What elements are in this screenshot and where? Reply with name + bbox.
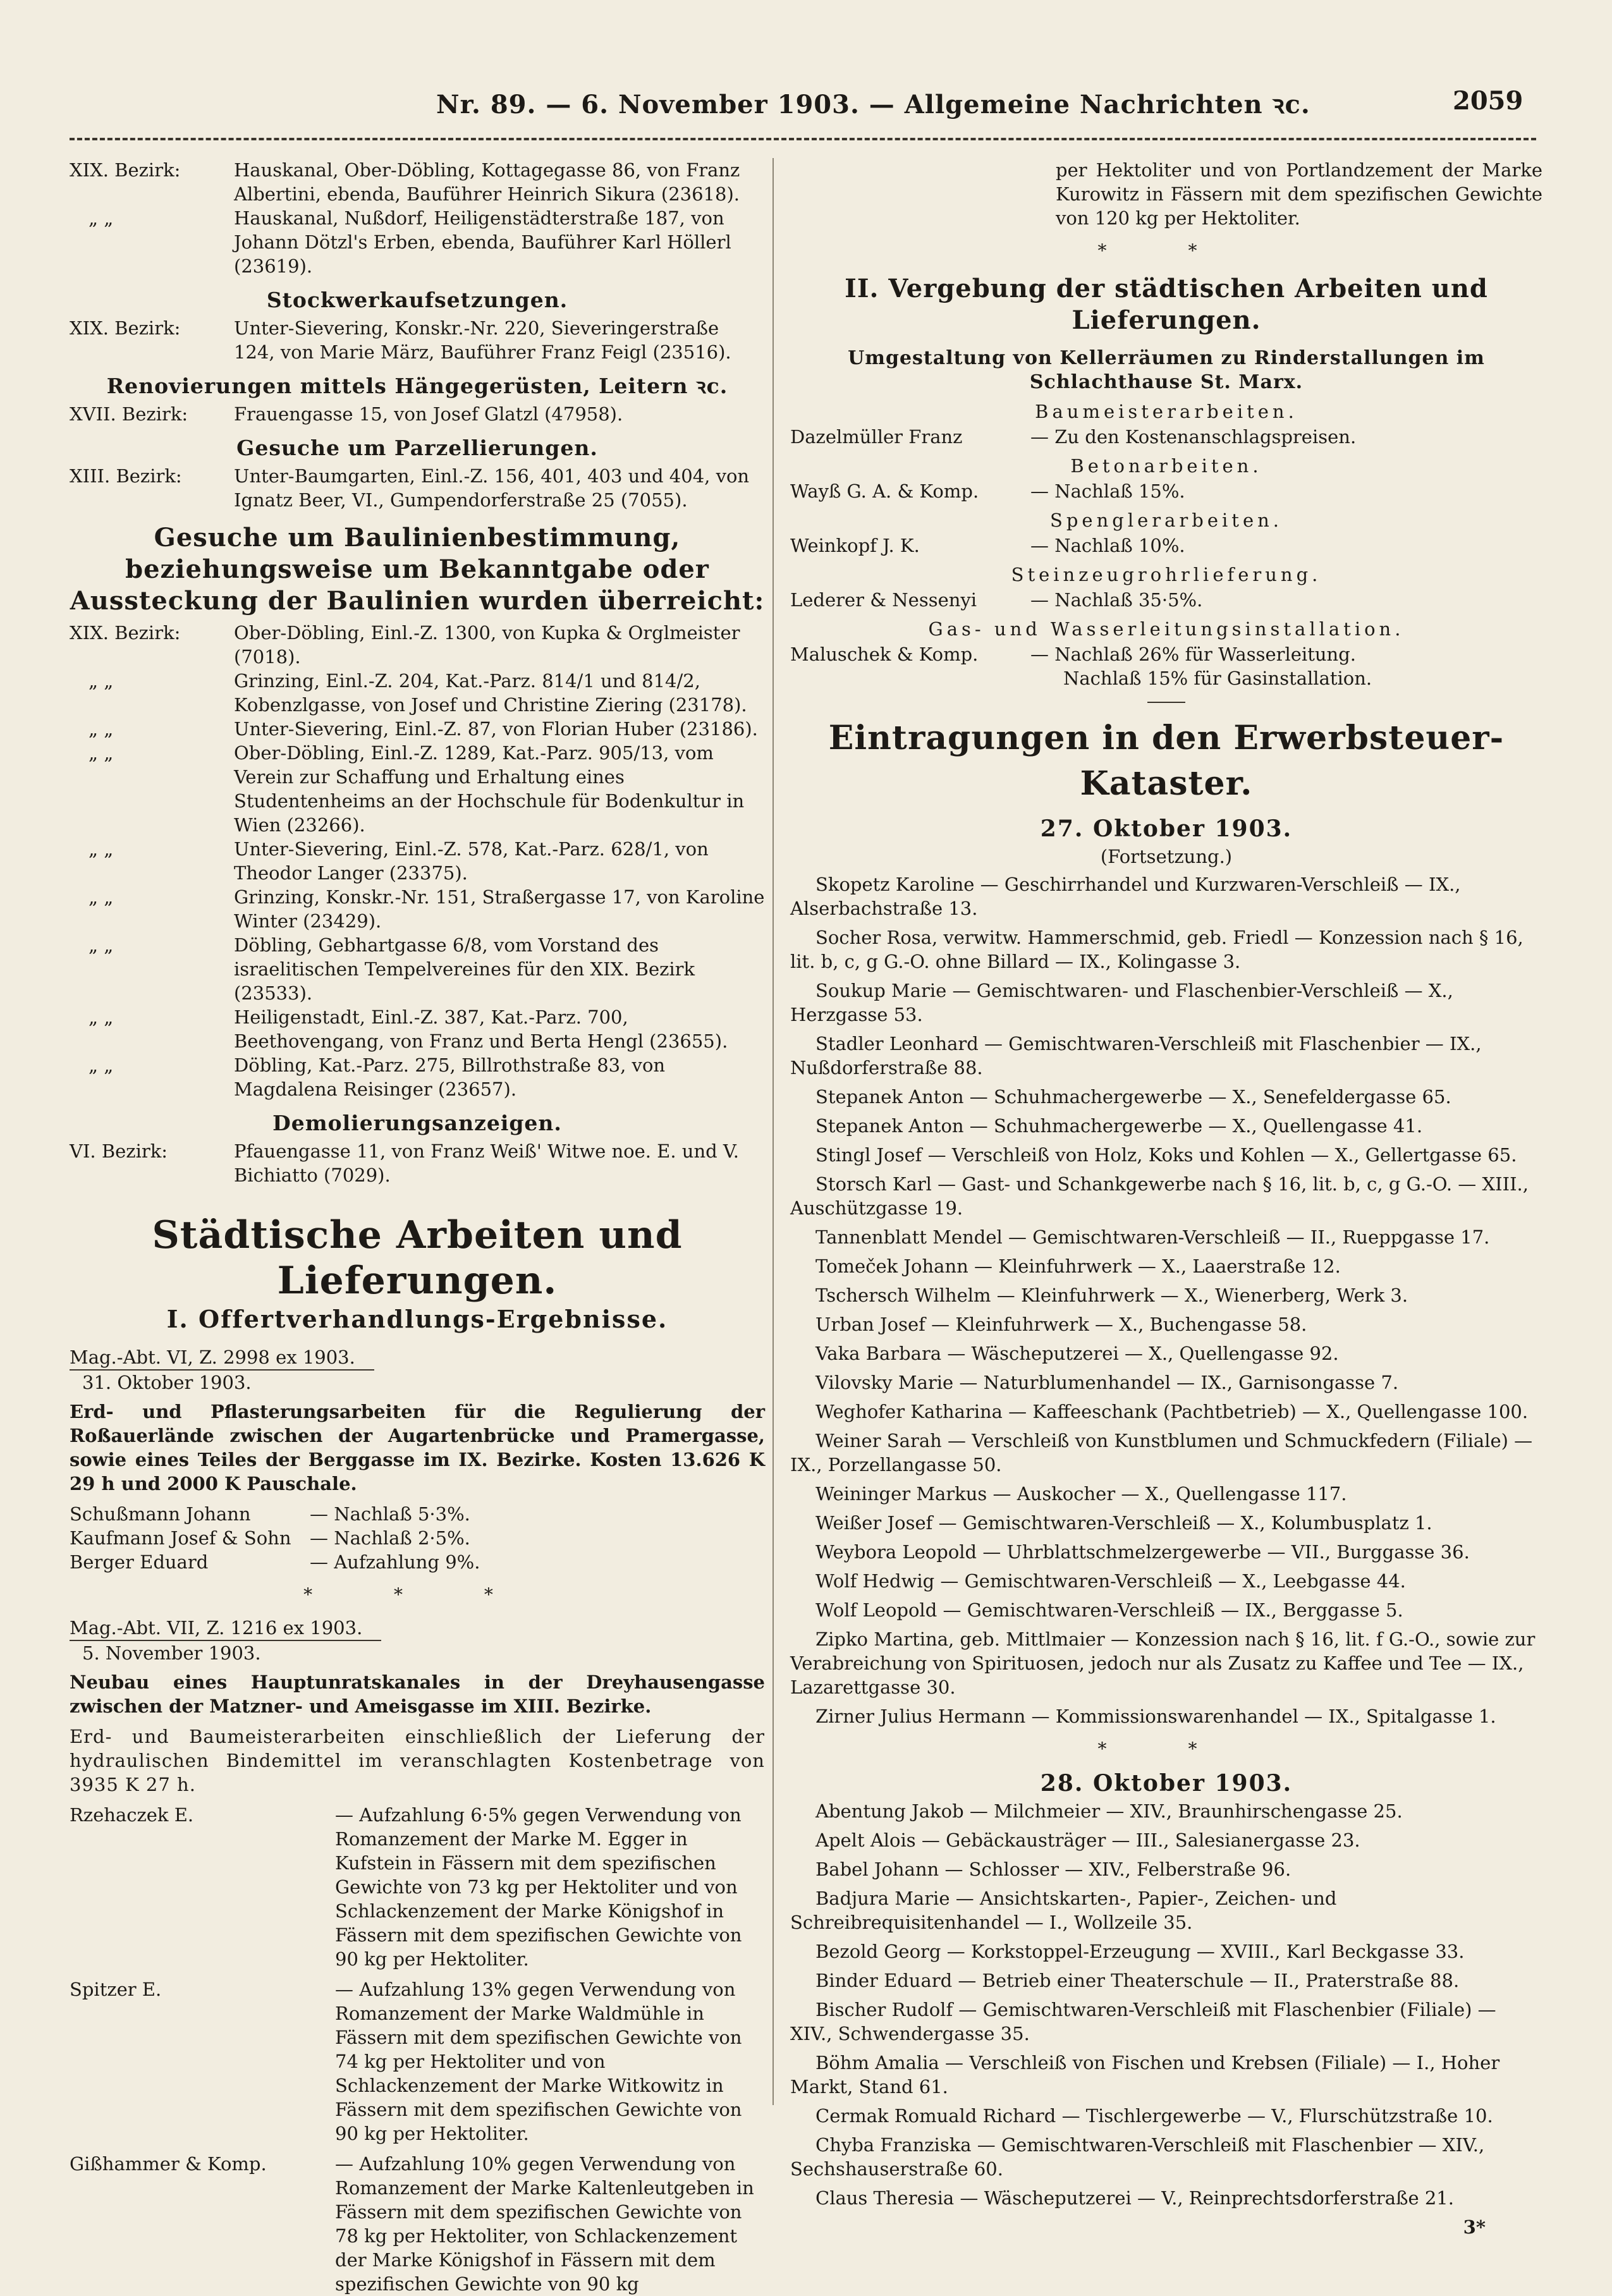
register-entry: Vilovsky Marie — Naturblumenhandel — IX., Garnisongasse 7. — [815, 1372, 1399, 1393]
result-row: Nachlaß 15% für Gasinstallation. — [1063, 668, 1372, 689]
date-heading: 28. Oktober 1903. — [1040, 1770, 1293, 1797]
register-entry: Wolf Hedwig — Gemischtwaren-Verschleiß — X., Leebgasse 44. — [815, 1570, 1406, 1592]
register-entry: Wolf Leopold — Gemischtwaren-Verschleiß — IX., Berggasse 5. — [815, 1599, 1403, 1621]
umgestaltung-heading: Umgestaltung von Kellerräumen zu Rinderstallungen im Schlachthause St. Marx. — [848, 347, 1485, 393]
renovierung-entry: XVII. Bezirk: Frauengasse 15, von Josef Glatzl (47958). — [70, 403, 623, 425]
baulinien-entry: „ „ Grinzing, Konskr.-Nr. 151, Straßergasse 17, von Karoline Winter (23429). — [89, 886, 765, 932]
baulinien-entry: „ „ Ober-Döbling, Einl.-Z. 1289, Kat.-Parz. 905/13, vom Verein zur Schaffung und Erhaltung eines Studentenheims an der Hochschule für Bodenkultur in Wien (23266). — [89, 742, 745, 836]
result-row: Berger Eduard — Aufzahlung 9%. — [70, 1551, 480, 1573]
result-row: Maluschek & Komp. — Nachlaß 26% für Wasserleitung. — [790, 644, 1356, 665]
register-entry: Böhm Amalia — Verschleiß von Fischen und Krebsen (Filiale) — I., Hoher Markt, Stand 61. — [790, 2052, 1500, 2098]
register-entry: Stepanek Anton — Schuhmachergewerbe — X., Senefeldergasse 65. — [815, 1086, 1451, 1108]
register-entry: Babel Johann — Schlosser — XIV., Felberstraße 96. — [815, 1859, 1291, 1880]
register-entry: Stepanek Anton — Schuhmachergewerbe — X., Quellengasse 41. — [815, 1115, 1423, 1137]
group-title: Spenglerarbeiten. — [1050, 510, 1283, 531]
baulinien-entry: „ „ Döbling, Gebhartgasse 6/8, vom Vorstand des israelitischen Tempelvereines für den XIX. Bezirk (23533). — [89, 934, 695, 1004]
result-row: Dazelmüller Franz — Zu den Kostenanschlagspreisen. — [790, 426, 1357, 448]
vergebung-heading: II. Vergebung der städtischen Arbeiten und Lieferungen. — [845, 274, 1488, 335]
left-column — [70, 158, 765, 2296]
bau-entry: XIX. Bezirk: Hauskanal, Ober-Döbling, Kottagegasse 86, von Franz Albertini, ebenda, Bauführer Heinrich Sikura (23618). — [70, 159, 740, 205]
page-number: 2059 — [1453, 86, 1523, 116]
register-entry: Claus Theresia — Wäscheputzerei — V., Reinprechtsdorferstraße 21. — [815, 2187, 1454, 2209]
right-column — [790, 158, 1542, 2239]
register-entry: Cermak Romuald Richard — Tischlergewerbe — V., Flurschützstraße 10. — [815, 2105, 1493, 2127]
register-entry: Urban Josef — Kleinfuhrwerk — X., Buchengasse 58. — [815, 1314, 1307, 1335]
mag1-ref: Mag.-Abt. VI, Z. 2998 ex 1903. — [70, 1345, 765, 1371]
continuation-text: per Hektoliter und von Portlandzement der Marke Kurowitz in Fässern mit dem spezifischen Gewichte von 120 kg per Hektoliter. — [1056, 159, 1542, 229]
register-entry: Zipko Martina, geb. Mittlmaier — Konzession nach § 16, lit. f G.-O., sowie zur Verabreichung von Spirituosen, jedoch nur als Zusatz zu Kaffee und Tee — IX., Lazarettgasse 30. — [790, 1628, 1536, 1698]
register-entry: Stadler Leonhard — Gemischtwaren-Verschleiß mit Flaschenbier — IX., Nußdorferstraße 88. — [790, 1033, 1482, 1078]
register-entry: Weybora Leopold — Uhrblattschmelzergewerbe — VII., Burggasse 36. — [815, 1541, 1470, 1563]
baulinien-entry: XIX. Bezirk: Ober-Döbling, Einl.-Z. 1300, von Kupka & Orglmeister (7018). — [70, 622, 740, 668]
renovierung-heading: Renovierungen mittels Hängegerüsten, Leitern ꝛc. — [106, 374, 728, 398]
register-entry: Weißer Josef — Gemischtwaren-Verschleiß — X., Kolumbusplatz 1. — [815, 1512, 1432, 1534]
register-entry: Bezold Georg — Korkstoppel-Erzeugung — XVIII., Karl Beckgasse 33. — [815, 1941, 1465, 1962]
result-row: Rzehaczek E. — Aufzahlung 6·5% gegen Verwendung von Romanzement der Marke M. Egger in Kufstein in Fässern mit dem spezifischen Gewichte von 73 kg per Hektoliter und von Schlackenzement der Marke Königshof in Fässern mit dem spezifischen Gewichte von 90 kg per Hektoliter. — [70, 1804, 742, 1970]
mag2-date: 5. November 1903. — [82, 1642, 261, 1664]
column-divider — [772, 158, 774, 2105]
register-entry: Weininger Markus — Auskocher — X., Quellengasse 117. — [815, 1483, 1347, 1505]
result-row: Lederer & Nessenyi — Nachlaß 35·5%. — [790, 589, 1203, 611]
eintragungen-heading: Eintragungen in den Erwerbsteuer-Kataster. — [828, 719, 1505, 803]
separator-stars: * * — [1097, 1738, 1235, 1759]
mag2-ref: Mag.-Abt. VII, Z. 1216 ex 1903. — [70, 1616, 765, 1641]
header-rule — [70, 138, 1536, 140]
stockwerk-heading: Stockwerkaufsetzungen. — [266, 288, 568, 312]
staedtische-heading: Städtische Arbeiten und Lieferungen. — [152, 1213, 683, 1303]
result-row: Kaufmann Josef & Sohn — Nachlaß 2·5%. — [70, 1527, 470, 1549]
register-entry: Zirner Julius Hermann — Kommissionswarenhandel — IX., Spitalgasse 1. — [815, 1706, 1496, 1727]
demolierung-entry: VI. Bezirk: Pfauengasse 11, von Franz Weiß' Witwe noe. E. und V. Bichiatto (7029). — [70, 1140, 740, 1186]
demolierung-heading: Demolierungsanzeigen. — [272, 1111, 562, 1135]
register-entry: Binder Eduard — Betrieb einer Theaterschule — II., Praterstraße 88. — [815, 1970, 1460, 1991]
register-entry: Vaka Barbara — Wäscheputzerei — X., Quellengasse 92. — [815, 1343, 1339, 1364]
baulinien-entry: „ „ Unter-Sievering, Einl.-Z. 578, Kat.-Parz. 628/1, von Theodor Langer (23375). — [89, 838, 709, 884]
date-heading: 27. Oktober 1903. — [1040, 815, 1293, 842]
result-row: Gißhammer & Komp. — Aufzahlung 10% gegen Verwendung von Romanzement der Marke Kaltenleutgeben in Fässern mit dem spezifischen Gewichte von 78 kg per Hektoliter, von Schlackenzement der Marke Königshof in Fässern mit dem spezifischen Gewichte von 90 kg — [70, 2153, 754, 2295]
result-row: Wayß G. A. & Komp. — Nachlaß 15%. — [790, 480, 1185, 502]
register-entry: Tannenblatt Mendel — Gemischtwaren-Verschleiß — II., Rueppgasse 17. — [815, 1226, 1490, 1248]
register-entry: Weghofer Katharina — Kaffeeschank (Pachtbetrieb) — X., Quellengasse 100. — [815, 1401, 1529, 1422]
register-entry: Socher Rosa, verwitw. Hammerschmid, geb. Friedl — Konzession nach § 16, lit. b, c, g G.-O. ohne Billard — IX., Kolingasse 3. — [790, 927, 1523, 972]
bau-entry: „ „ Hauskanal, Nußdorf, Heiligenstädterstraße 187, von Johann Dötzl's Erben, ebenda, Bauführer Karl Höllerl (23619). — [89, 207, 731, 277]
register-entry: Soukup Marie — Gemischtwaren- und Flaschenbier-Verschleiß — X., Herzgasse 53. — [790, 980, 1453, 1025]
baulinien-entry: „ „ Döbling, Kat.-Parz. 275, Billrothstraße 83, von Magdalena Reisinger (23657). — [89, 1054, 666, 1100]
parzell-entry: XIII. Bezirk: Unter-Baumgarten, Einl.-Z. 156, 401, 403 und 404, von Ignatz Beer, VI., Gumpendorferstraße 25 (7055). — [70, 465, 750, 511]
separator-stars: * * * — [303, 1584, 531, 1605]
group-title: Betonarbeiten. — [1070, 455, 1262, 477]
parzell-heading: Gesuche um Parzellierungen. — [236, 436, 598, 460]
baulinien-heading: Gesuche um Baulinienbestimmung, beziehungsweise um Bekanntgabe oder Aussteckung der Baulinien wurden überreicht: — [70, 523, 765, 616]
running-head: Nr. 89. — 6. November 1903. — Allgemeine Nachrichten ꝛc. — [436, 90, 1310, 119]
result-row: Weinkopf J. K. — Nachlaß 10%. — [790, 535, 1185, 556]
register-entry: Apelt Alois — Gebäckausträger — III., Salesianergasse 23. — [815, 1829, 1360, 1851]
group-title: Gas- und Wasserleitungsinstallation. — [928, 618, 1405, 640]
signature-mark: 3* — [1463, 2216, 1486, 2238]
register-entry: Bischer Rudolf — Gemischtwaren-Verschleiß mit Flaschenbier (Filiale) — XIV., Schwendergasse 35. — [790, 1999, 1496, 2044]
register-entry: Tomeček Johann — Kleinfuhrwerk — X., Laaerstraße 12. — [815, 1255, 1341, 1277]
register-entry: Tschersch Wilhelm — Kleinfuhrwerk — X., Wienerberg, Werk 3. — [815, 1285, 1408, 1306]
register-entry: Storsch Karl — Gast- und Schankgewerbe nach § 16, lit. b, c, g G.-O. — XIII., Auschützgasse 19. — [790, 1173, 1529, 1219]
register-entry: Chyba Franziska — Gemischtwaren-Verschleiß mit Flaschenbier — XIV., Sechshauserstraße 60. — [790, 2134, 1485, 2180]
divider — [1147, 702, 1185, 703]
stockwerk-entry: XIX. Bezirk: Unter-Sievering, Konskr.-Nr. 220, Sieveringerstraße 124, von Marie März, Bauführer Franz Feigl (23516). — [70, 317, 731, 363]
baulinien-entry: „ „ Unter-Sievering, Einl.-Z. 87, von Florian Huber (23186). — [89, 718, 758, 740]
register-entry: Stingl Josef — Verschleiß von Holz, Koks und Kohlen — X., Gellertgasse 65. — [815, 1144, 1517, 1166]
result-row: Schußmann Johann — Nachlaß 5·3%. — [70, 1503, 470, 1525]
separator-stars: * * — [1097, 240, 1235, 261]
register-entry: Skopetz Karoline — Geschirrhandel und Kurzwaren-Verschleiß — IX., Alserbachstraße 13. — [790, 874, 1461, 919]
offert-heading: I. Offertverhandlungs-Ergebnisse. — [166, 1305, 668, 1333]
mag1-description: Erd- und Pflasterungsarbeiten für die Regulierung der Roßauerlände zwischen der Augartenbrücke und Pramergasse, sowie eines Teiles der Berggasse im IX. Bezirke. Kosten 13.626 K 29 h und 2000 K Pauschale. — [70, 1401, 765, 1494]
register-entry: Weiner Sarah — Verschleiß von Kunstblumen und Schmuckfedern (Filiale) — IX., Porzellangasse 50. — [790, 1430, 1533, 1475]
mag1-date: 31. Oktober 1903. — [82, 1372, 252, 1393]
result-row: Spitzer E. — Aufzahlung 13% gegen Verwendung von Romanzement der Marke Waldmühle in Fässern mit dem spezifischen Gewichte von 74 kg per Hektoliter und von Schlackenzement der Marke Witkowitz in Fässern mit dem spezifischen Gewichte von 90 kg per Hektoliter. — [70, 1979, 742, 2144]
group-title: Steinzeugrohrlieferung. — [1011, 564, 1322, 585]
fortsetzung-note: (Fortsetzung.) — [1100, 846, 1233, 867]
register-entry: Abentung Jakob — Milchmeier — XIV., Braunhirschengasse 25. — [815, 1800, 1403, 1822]
baulinien-entry: „ „ Grinzing, Einl.-Z. 204, Kat.-Parz. 814/1 und 814/2, Kobenzlgasse, von Josef und Christine Ziering (23178). — [89, 670, 747, 716]
mag2-subdescription: Erd- und Baumeisterarbeiten einschließlich der Lieferung der hydraulischen Bindemittel im veranschlagten Kostenbetrage von 3935 K 27 h. — [70, 1726, 765, 1795]
baulinien-entry: „ „ Heiligenstadt, Einl.-Z. 387, Kat.-Parz. 700, Beethovengang, von Franz und Berta Hengl (23655). — [89, 1006, 728, 1052]
group-title: Baumeisterarbeiten. — [1035, 401, 1298, 422]
mag2-description: Neubau eines Hauptunratskanales in der Dreyhausengasse zwischen der Matzner- und Ameisgasse im XIII. Bezirke. — [70, 1671, 765, 1717]
register-entry: Badjura Marie — Ansichtskarten-, Papier-, Zeichen- und Schreibrequisitenhandel — I., Wollzeile 35. — [790, 1888, 1337, 1933]
